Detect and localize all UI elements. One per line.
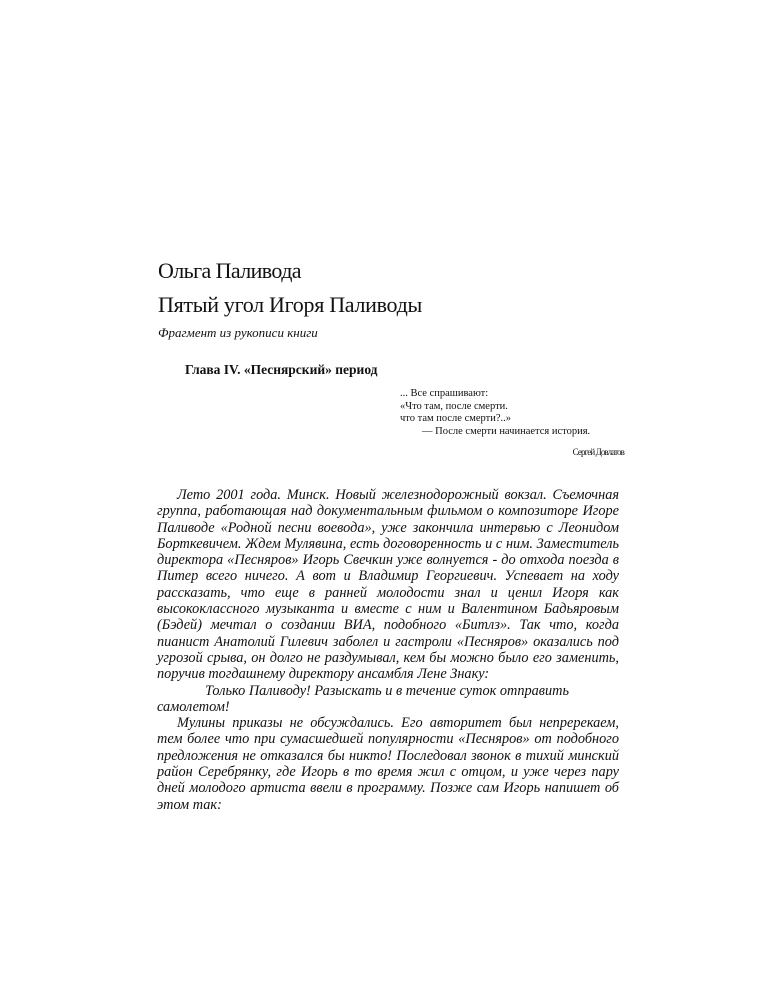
body-paragraph: Лето 2001 года. Минск. Новый железнодорожный вокзал. Съемочная группа, работающая над документальным фильмом о композиторе Игоре Паливоде «Родной песни воевода», уже закончила интервью с Леонидом Борткевичем. Ждем Мулявина, есть договоренность и с ним. Заместитель директора «Песняров» Игорь Свечкин уже волнуется - до отхода поезда в Питер всего ничего. А вот и Владимир Георгиевич. Успевает на ходу рассказать, что еще в ранней молодости знал и ценил Игоря как высококлассного музыканта и вместе с ним и Валентином Бадьяровым (Бэдей) мечтал о создании ВИА, подобного «Битлз». Так что, когда пианист Анатолий Гилевич заболел и гастроли «Песняров» оказались под угрозой срыва, он долго не раздумывал, кем бы можно было его заменить, поручив тогдашнему директору ансамбля Лене Знаку: [157,487,619,683]
epigraph-line: — После смерти начинается история. [422,425,591,437]
body-text [157,487,619,813]
epigraph-source: Сергей Довлатов [572,447,624,457]
body-paragraph-quote: Только Паливоду! Разыскать и в течение суток отправить самолетом! [157,682,569,715]
epigraph [400,388,624,459]
epigraph-line: «Что там, после смерти. [400,400,508,412]
body-paragraph: Мулины приказы не обсуждались. Его авторитет был непререкаем, тем более что при сумасшедшей популярности «Песняров» от подобного предложения не отказался бы никто! Последовал звонок в тихий минский район Серебрянку, где Игорь в то время жил с отцом, и уже через пару дней молодого артиста ввели в программу. Позже сам Игорь напишет об этом так: [157,715,619,813]
epigraph-line: что там после смерти?..» [400,413,512,424]
epigraph-line: ... Все спрашивают: [400,388,489,399]
book-title: Пятый угол Игоря Паливоды [158,292,422,317]
chapter-heading: Глава IV. «Песнярский» период [185,362,378,377]
book-subtitle: Фрагмент из рукописи книги [158,325,318,340]
author-name: Ольга Паливода [158,258,301,283]
